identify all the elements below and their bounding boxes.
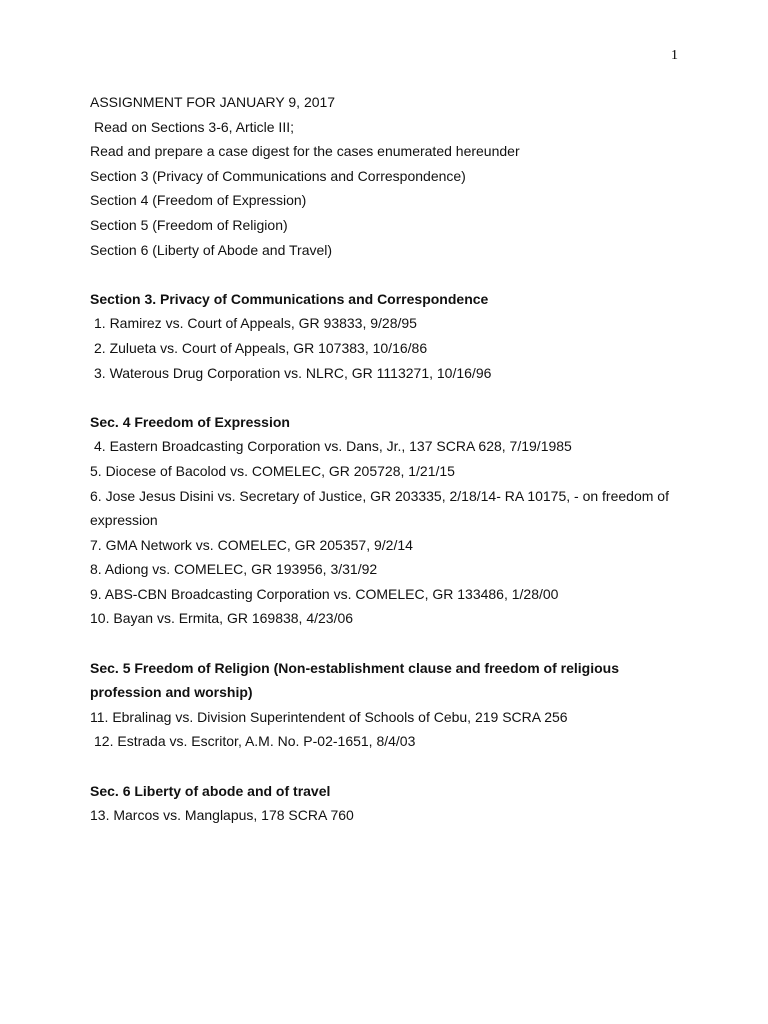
section-list-item: Section 4 (Freedom of Expression) <box>90 192 307 209</box>
case-item: 10. Bayan vs. Ermita, GR 169838, 4/23/06 <box>90 610 354 627</box>
case-item: 12. Estrada vs. Escritor, A.M. No. P-02-1651, 8/4/03 <box>94 733 416 750</box>
assignment-title: ASSIGNMENT FOR JANUARY 9, 2017 <box>90 94 336 110</box>
case-item: 6. Jose Jesus Disini vs. Secretary of Justice, GR 203335, 2/18/14- RA 10175, - on freedom of expression <box>90 487 669 529</box>
prepare-digest-text: Read and prepare a case digest for the cases enumerated hereunder <box>90 143 520 160</box>
case-item: 4. Eastern Broadcasting Corporation vs. Dans, Jr., 137 SCRA 628, 7/19/1985 <box>94 438 572 455</box>
document-body <box>90 90 690 828</box>
case-item: 11. Ebralinag vs. Division Superintendent of Schools of Cebu, 219 SCRA 256 <box>90 708 568 725</box>
case-item: 3. Waterous Drug Corporation vs. NLRC, GR 1113271, 10/16/96 <box>94 364 492 381</box>
section-5-heading: Sec. 5 Freedom of Religion (Non-establishment clause and freedom of religious profession and worship) <box>90 659 619 701</box>
case-item: 7. GMA Network vs. COMELEC, GR 205357, 9/2/14 <box>90 536 413 553</box>
case-item: 13. Marcos vs. Manglapus, 178 SCRA 760 <box>90 807 354 824</box>
section-list-item: Section 5 (Freedom of Religion) <box>90 216 288 233</box>
case-item: 2. Zulueta vs. Court of Appeals, GR 107383, 10/16/86 <box>94 339 428 356</box>
read-sections-text: Read on Sections 3-6, Article III; <box>94 118 294 135</box>
case-item: 9. ABS-CBN Broadcasting Corporation vs. COMELEC, GR 133486, 1/28/00 <box>90 585 559 602</box>
case-item: 1. Ramirez vs. Court of Appeals, GR 93833, 9/28/95 <box>94 315 417 332</box>
section-4-heading: Sec. 4 Freedom of Expression <box>90 413 290 430</box>
case-item: 8. Adiong vs. COMELEC, GR 193956, 3/31/92 <box>90 561 378 578</box>
page-number: 1 <box>671 48 678 63</box>
case-item: 5. Diocese of Bacolod vs. COMELEC, GR 205728, 1/21/15 <box>90 462 455 479</box>
section-3-heading: Section 3. Privacy of Communications and Correspondence <box>90 290 489 307</box>
section-list-item: Section 3 (Privacy of Communications and Correspondence) <box>90 167 466 184</box>
section-6-heading: Sec. 6 Liberty of abode and of travel <box>90 782 331 799</box>
section-list-item: Section 6 (Liberty of Abode and Travel) <box>90 241 333 258</box>
